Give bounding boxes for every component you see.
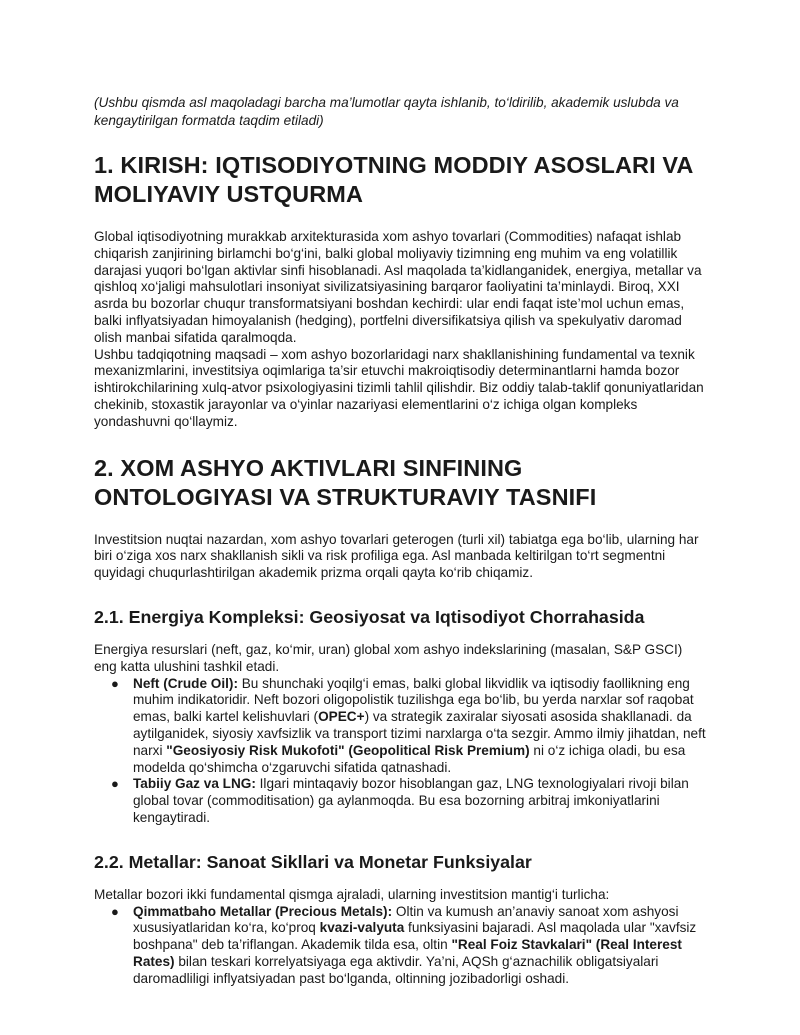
document-page bbox=[94, 94, 706, 988]
section-2-2-paragraph: Metallar bozori ikki fundamental qismga ajraladi, ularning investitsion mantig‘i turlicha: bbox=[94, 886, 610, 902]
opec-term: OPEC+ bbox=[318, 709, 365, 725]
precious-metals-label: Qimmatbaho Metallar (Precious Metals): bbox=[133, 903, 393, 919]
list-item-precious-metals bbox=[94, 904, 706, 988]
section-1-paragraph-2: Ushbu tadqiqotning maqsadi – xom ashyo bozorlaridagi narx shakllanishining fundamental va texnik mexanizmlarini, investitsiya oqimlariga ta’sir etuvchi makroiqtisodiy determinantlarni hamda bozor ishtirokchilarining xulq-atvor psixologiyasini tizimli tahlil qilishdir. Biz oddiy talab-taklif qonuniyatlaridan chekinib, stoxastik jarayonlar va o‘yinlar nazariyasi elementlarini o‘z ichiga olgan kompleks yondashuvni qo‘llaymiz. bbox=[94, 346, 704, 429]
crude-oil-text-3: ni o‘z ichiga oladi, bu esa modelda qo‘shimcha o‘zgaruvchi sifatida qatnashadi. bbox=[133, 742, 686, 775]
precious-metals-text-3: bilan teskari korrelyatsiyaga ega aktivdir. Ya’ni, AQSh g‘aznachilik obligatsiyalari daromadliligi inflyatsiyadan past bo‘lganda, oltinning jozibadorligi oshadi. bbox=[133, 953, 659, 986]
natural-gas-label: Tabiiy Gaz va LNG: bbox=[133, 776, 256, 792]
section-1-heading: 1. KIRISH: IQTISODIYOTNING MODDIY ASOSLARI VA MOLIYAVIY USTQURMA bbox=[94, 152, 693, 207]
natural-gas-text: Ilgari mintaqaviy bozor hisoblangan gaz, LNG texnologiyalari rivoji bilan global tovar (commoditisation) ga aylanmoqda. Bu esa bozorning arbitraj imkoniyatlarini kengaytiradi. bbox=[133, 776, 689, 825]
bullet-icon: ● bbox=[111, 675, 119, 691]
precious-metals-text-2: funksiyasini bajaradi. Asl maqolada ular "xavfsiz boshpana" deb ta’riflangan. Akademik tilda esa, oltin bbox=[133, 920, 697, 953]
list-item-natural-gas bbox=[94, 776, 706, 826]
metals-bullet-list bbox=[94, 904, 706, 988]
crude-oil-label: Neft (Crude Oil): bbox=[133, 675, 238, 691]
real-interest-rates-term: "Real Foiz Stavkalari" (Real Interest Rates) bbox=[133, 937, 682, 969]
section-2-2-heading: 2.2. Metallar: Sanoat Sikllari va Monetar Funksiyalar bbox=[94, 851, 532, 872]
crude-oil-text-1: Bu shunchaki yoqilg‘i emas, balki global likvidlik va iqtisodiy faollikning eng muhim indikatoridir. Neft bozori oligopolistik tuzilishga ega bo‘lib, bu yerda narxlar sof raqobat emas, balki kartel kelishuvlari ( bbox=[133, 675, 694, 725]
section-1-paragraph-1: Global iqtisodiyotning murakkab arxitekturasida xom ashyo tovarlari (Commodities) nafaqat ishlab chiqarish zanjirining birlamchi bo‘g‘ini, balki global moliyaviy tizimning eng muhim va eng volatillik darajasi yuqori bo‘lgan aktivlar sinfi hisoblanadi. Asl maqolada ta’kidlanganidek, energiya, metallar va qishloq xo‘jaligi mahsulotlari insoniyat sivilizatsiyasining barqaror faoliyatini ta’minlaydi. Biroq, XXI asrda bu bozorlar chuqur transformatsiyani boshdan kechirdi: ular endi faqat iste’mol uchun emas, balki inflyatsiyadan himoyalanish (hedging), portfelni diversifikatsiya qilish va spekulyativ daromad olish manbai sifatida qaralmoqda. bbox=[94, 229, 702, 345]
energy-bullet-list bbox=[94, 676, 706, 827]
section-2-paragraph: Investitsion nuqtai nazardan, xom ashyo tovarlari geterogen (turli xil) tabiatga ega bo‘lib, ularning har biri o‘ziga xos narx shakllanish sikli va risk profiligа ega. Asl manbada keltirilgan to‘rt segmentni quyidagi chuqurlashtirilgan akademik prizma orqali qayta ko‘rib chiqamiz. bbox=[94, 531, 699, 581]
section-2-heading: 2. XOM ASHYO AKTIVLARI SINFINING ONTOLOGIYASI VA STRUKTURAVIY TASNIFI bbox=[94, 454, 597, 510]
intro-note: (Ushbu qismda asl maqoladagi barcha ma’lumotlar qayta ishlanib, to‘ldirilib, akademik uslubda va kengaytirilgan formatda taqdim etiladi) bbox=[94, 95, 679, 128]
bullet-icon: ● bbox=[111, 903, 119, 919]
bullet-icon: ● bbox=[111, 776, 119, 792]
geopolitical-risk-term: "Geosiyosiy Risk Mukofoti" (Geopolitical Risk Premium) bbox=[166, 742, 530, 758]
list-item-crude-oil bbox=[94, 676, 706, 777]
crude-oil-text-2: ) va strategik zaxiralar siyosati asosida shakllanadi. da aytilganidek, siyosiy xavfsizlik va transport tizimi narxlarga o‘ta sezgir. Ammo ilmiy jihatdan, neft narxi bbox=[133, 709, 706, 758]
section-2-1-paragraph: Energiya resurslari (neft, gaz, ko‘mir, uran) global xom ashyo indekslarining (masalan, S&P GSCI) eng katta ulushini tashkil etadi. bbox=[94, 641, 683, 674]
section-2-1-heading: 2.1. Energiya Kompleksi: Geosiyosat va Iqtisodiyot Chorrahasida bbox=[94, 606, 645, 627]
precious-metals-text-1: Oltin va kumush an’anaviy sanoat xom ashyosi xususiyatlaridan ko‘ra, ko‘proq bbox=[133, 903, 679, 936]
quasi-currency-term: kvazi-valyuta bbox=[319, 920, 405, 936]
